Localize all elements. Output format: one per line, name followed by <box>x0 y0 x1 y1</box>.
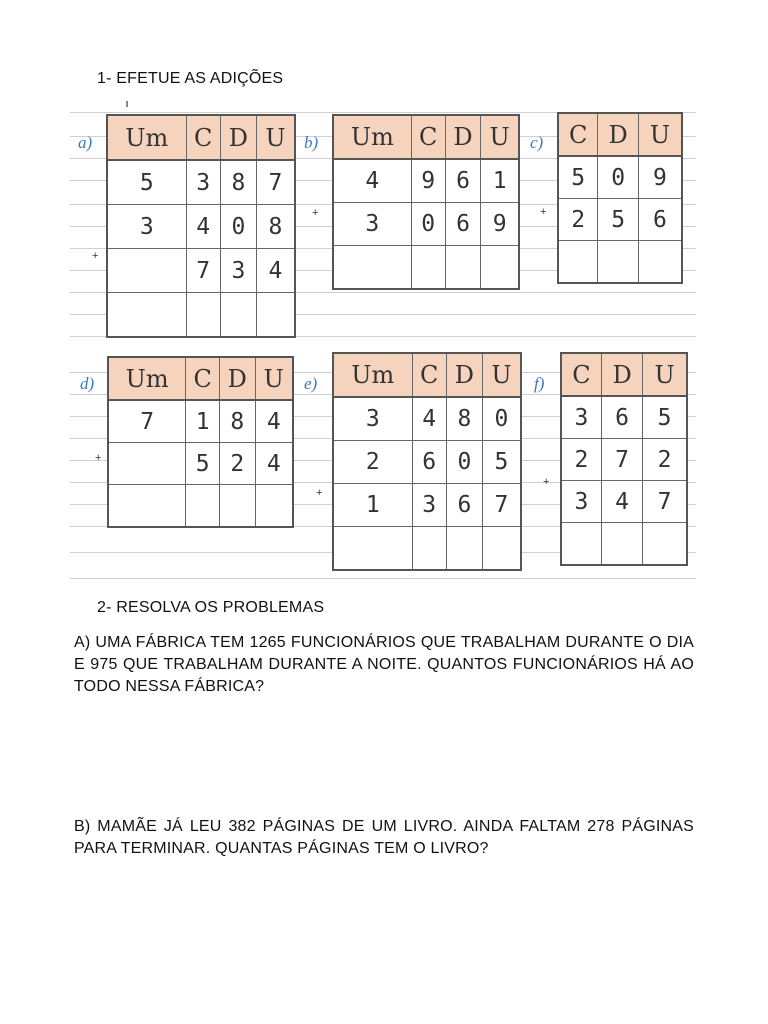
grid-header-cell: Um <box>107 115 186 160</box>
answer-cell[interactable] <box>256 293 295 338</box>
digit-cell: 6 <box>445 203 481 246</box>
digit-cell: 6 <box>638 199 682 241</box>
exercise-label: a) <box>78 133 93 152</box>
answer-cell[interactable] <box>446 527 482 571</box>
grid-header-cell: C <box>186 115 220 160</box>
digit-cell: 5 <box>598 199 639 241</box>
digit-cell: 4 <box>333 159 411 203</box>
digit-cell: 2 <box>643 439 687 481</box>
exercise-label: e) <box>304 374 318 393</box>
answer-cell[interactable] <box>598 241 639 284</box>
digit-cell: 7 <box>186 249 220 293</box>
answer-cell[interactable] <box>108 485 186 528</box>
digit-cell: 3 <box>220 249 256 293</box>
grid-header-cell: U <box>482 353 521 397</box>
place-value-grid <box>560 352 688 566</box>
answer-cell[interactable] <box>411 246 445 290</box>
grid-header-cell: C <box>411 115 445 159</box>
place-value-grid <box>332 352 522 571</box>
digit-cell: 0 <box>411 203 445 246</box>
plus-sign: + <box>543 476 550 488</box>
answer-cell[interactable] <box>186 485 220 528</box>
digit-cell: 7 <box>643 481 687 523</box>
grid-header-cell: U <box>256 115 295 160</box>
digit-cell: 7 <box>601 439 642 481</box>
answer-cell[interactable] <box>558 241 598 284</box>
tick-mark <box>126 101 128 107</box>
answer-cell[interactable] <box>601 523 642 566</box>
grid-header-cell: D <box>220 115 256 160</box>
digit-cell: 5 <box>643 396 687 439</box>
rule-line <box>70 578 696 579</box>
digit-cell: 2 <box>220 443 255 485</box>
digit-cell: 5 <box>558 156 598 199</box>
grid-header-cell: U <box>643 353 687 396</box>
digit-cell: 1 <box>186 400 220 443</box>
digit-cell: 3 <box>412 484 446 527</box>
grid-header-cell: D <box>601 353 642 396</box>
exercise-label: d) <box>80 374 95 393</box>
digit-cell: 8 <box>220 160 256 205</box>
grid-header-cell: D <box>598 113 639 156</box>
exercise-label: b) <box>304 133 319 152</box>
plus-sign: + <box>312 207 319 219</box>
grid-header-cell: C <box>561 353 601 396</box>
digit-cell: 7 <box>108 400 186 443</box>
plus-sign: + <box>540 206 547 218</box>
digit-cell: 3 <box>333 203 411 246</box>
digit-cell <box>108 443 186 485</box>
digit-cell: 9 <box>638 156 682 199</box>
answer-cell[interactable] <box>481 246 519 290</box>
grid-header-cell: D <box>445 115 481 159</box>
place-value-grid <box>332 114 520 290</box>
section-1-title: 1- EFETUE AS ADIÇÕES <box>97 70 284 87</box>
digit-cell: 4 <box>255 400 293 443</box>
digit-cell: 0 <box>598 156 639 199</box>
digit-cell: 7 <box>256 160 295 205</box>
digit-cell: 0 <box>482 397 521 441</box>
digit-cell: 3 <box>561 396 601 439</box>
exercise-label: c) <box>530 133 544 152</box>
digit-cell: 6 <box>446 484 482 527</box>
digit-cell: 5 <box>107 160 186 205</box>
problem-a-text: A) UMA FÁBRICA TEM 1265 FUNCIONÁRIOS QUE TRABALHAM DURANTE O DIA E 975 QUE TRABALHAM DURANTE A NOITE. QUANTOS FUNCIONÁRIOS HÁ AO TODO NESSA FÁBRICA? <box>74 634 694 695</box>
digit-cell: 8 <box>220 400 255 443</box>
digit-cell: 3 <box>333 397 412 441</box>
digit-cell: 2 <box>333 441 412 484</box>
grid-header-cell: D <box>446 353 482 397</box>
answer-cell[interactable] <box>333 246 411 290</box>
plus-sign: + <box>316 487 323 499</box>
digit-cell: 0 <box>220 205 256 249</box>
section-2-title: 2- RESOLVA OS PROBLEMAS <box>97 599 325 616</box>
place-value-grid <box>557 112 683 284</box>
answer-cell[interactable] <box>220 485 255 528</box>
digit-cell: 1 <box>481 159 519 203</box>
grid-header-cell: C <box>558 113 598 156</box>
digit-cell: 4 <box>601 481 642 523</box>
digit-cell: 2 <box>558 199 598 241</box>
place-value-grid <box>107 356 294 528</box>
digit-cell: 7 <box>482 484 521 527</box>
digit-cell: 5 <box>482 441 521 484</box>
digit-cell: 9 <box>411 159 445 203</box>
digit-cell: 5 <box>186 443 220 485</box>
answer-cell[interactable] <box>638 241 682 284</box>
grid-header-cell: D <box>220 357 255 400</box>
grid-header-cell: U <box>481 115 519 159</box>
answer-cell[interactable] <box>412 527 446 571</box>
digit-cell: 0 <box>446 441 482 484</box>
digit-cell: 6 <box>445 159 481 203</box>
digit-cell: 6 <box>601 396 642 439</box>
digit-cell: 3 <box>186 160 220 205</box>
grid-header-cell: U <box>255 357 293 400</box>
answer-cell[interactable] <box>220 293 256 338</box>
grid-header-cell: U <box>638 113 682 156</box>
digit-cell: 4 <box>255 443 293 485</box>
grid-header-cell: Um <box>333 115 411 159</box>
digit-cell <box>107 249 186 293</box>
grid-header-cell: Um <box>333 353 412 397</box>
grid-header-cell: Um <box>108 357 186 400</box>
digit-cell: 8 <box>446 397 482 441</box>
exercise-label: f) <box>534 374 545 393</box>
answer-cell[interactable] <box>561 523 601 566</box>
digit-cell: 1 <box>333 484 412 527</box>
answer-cell[interactable] <box>643 523 687 566</box>
answer-cell[interactable] <box>107 293 186 338</box>
problem-b-text: B) MAMÃE JÁ LEU 382 PÁGINAS DE UM LIVRO. AINDA FALTAM 278 PÁGINAS PARA TERMINAR. QUANTAS PÁGINAS TEM O LIVRO? <box>74 818 694 857</box>
digit-cell: 9 <box>481 203 519 246</box>
digit-cell: 3 <box>107 205 186 249</box>
digit-cell: 4 <box>256 249 295 293</box>
digit-cell: 2 <box>561 439 601 481</box>
digit-cell: 4 <box>186 205 220 249</box>
answer-cell[interactable] <box>255 485 293 528</box>
digit-cell: 4 <box>412 397 446 441</box>
answer-cell[interactable] <box>445 246 481 290</box>
grid-header-cell: C <box>412 353 446 397</box>
answer-cell[interactable] <box>333 527 412 571</box>
answer-cell[interactable] <box>186 293 220 338</box>
plus-sign: + <box>95 452 102 464</box>
digit-cell: 3 <box>561 481 601 523</box>
place-value-grid <box>106 114 296 338</box>
grid-header-cell: C <box>186 357 220 400</box>
digit-cell: 8 <box>256 205 295 249</box>
plus-sign: + <box>92 250 99 262</box>
answer-cell[interactable] <box>482 527 521 571</box>
digit-cell: 6 <box>412 441 446 484</box>
